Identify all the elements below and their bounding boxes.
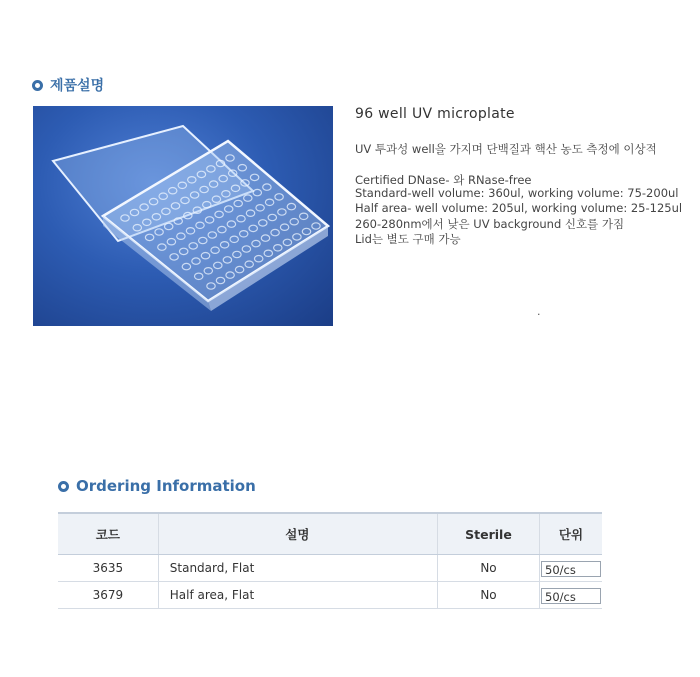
cell-unit xyxy=(540,555,603,582)
cell-unit xyxy=(540,582,603,609)
column-header-description: 설명 xyxy=(158,513,437,555)
circle-bullet-icon xyxy=(58,481,69,492)
unit-field[interactable]: 50/cs xyxy=(541,588,601,604)
product-feature-line: UV 투과성 well을 가지며 단백질과 핵산 농도 측정에 이상적 xyxy=(355,142,657,156)
cell-description: Standard, Flat xyxy=(158,555,437,582)
ordering-information-heading xyxy=(58,477,256,495)
microplate-illustration xyxy=(33,106,333,326)
product-feature-line: Half area- well volume: 205ul, working volume: 25-125ul xyxy=(355,201,683,215)
column-header-sterile: Sterile xyxy=(437,513,539,555)
product-feature-line: 260-280nm에서 낮은 UV background 신호를 가짐 xyxy=(355,217,625,231)
product-title: 96 well UV microplate xyxy=(355,106,515,122)
ordering-table xyxy=(58,512,602,609)
product-feature-line: Certified DNase- 와 RNase-free xyxy=(355,173,532,187)
cell-sterile: No xyxy=(437,582,539,609)
column-header-code: 코드 xyxy=(58,513,158,555)
cell-sterile: No xyxy=(437,555,539,582)
table-row xyxy=(58,582,602,609)
product-description-heading xyxy=(32,75,104,95)
table-row xyxy=(58,555,602,582)
cell-description: Half area, Flat xyxy=(158,582,437,609)
product-feature-line: Standard-well volume: 360ul, working volume: 75-200ul xyxy=(355,186,679,200)
stray-dot: . xyxy=(537,305,541,318)
cell-code: 3679 xyxy=(58,582,158,609)
section-title: 제품설명 xyxy=(50,78,105,94)
cell-code: 3635 xyxy=(58,555,158,582)
product-feature-line: Lid는 별도 구매 가능 xyxy=(355,232,461,246)
product-photo xyxy=(33,106,333,326)
table-header-row xyxy=(58,513,602,555)
unit-field[interactable]: 50/cs xyxy=(541,561,601,577)
section-title: Ordering Information xyxy=(76,477,256,495)
column-header-unit: 단위 xyxy=(540,513,603,555)
circle-bullet-icon xyxy=(32,80,43,91)
